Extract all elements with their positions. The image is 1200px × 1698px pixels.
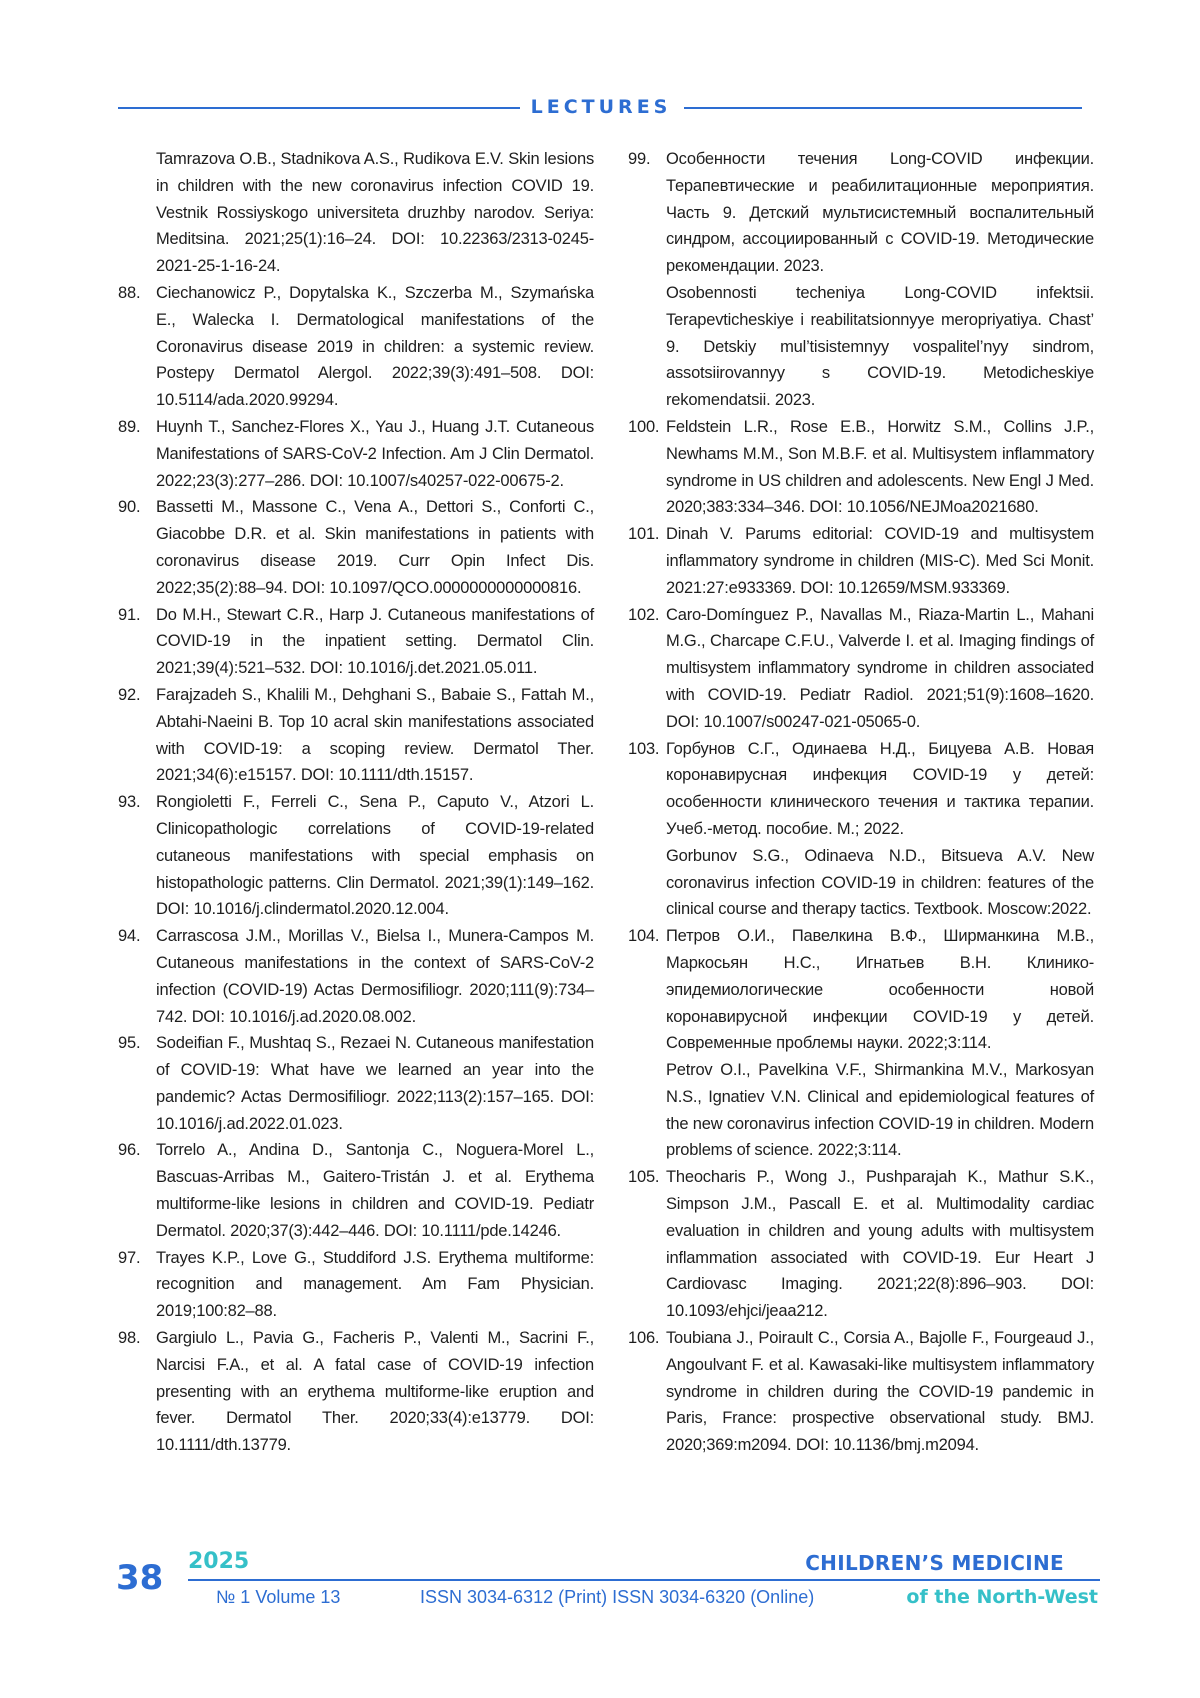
reference-number: 91.: [118, 605, 141, 624]
reference-item: [628, 414, 1094, 521]
reference-number: 93.: [118, 793, 141, 812]
references-right-column: [628, 146, 1094, 1459]
header-rule-right: [684, 107, 1082, 109]
issue-volume: № 1 Volume 13: [216, 1587, 341, 1607]
reference-text: Tamrazova O.B., Stadnikova A.S., Rudikova E.V. Skin lesions in children with the new coronavirus infection COVID 19. Vestnik Rossiyskogo universiteta druzhby narodov. Seriya: Meditsina. 2021;25(1):16–24. DOI: 10.22363/2313-0245-2021-25-1-16-24.: [156, 150, 594, 276]
reference-number: 99.: [628, 150, 651, 168]
journal-subtitle: of the North-West: [906, 1586, 1098, 1608]
references-left-column: [118, 146, 594, 1459]
reference-number: 106.: [628, 1329, 660, 1348]
reference-text: Theocharis P., Wong J., Pushparajah K., Mathur S.K., Simpson J.M., Pascall E. et al. Multimodality cardiac evaluation in children and young adults with multisystem inflammation associated with COVID-19. Eur Heart J Cardiovasc Imaging. 2021;22(8):896–903. DOI: 10.1093/ehjci/jeaa212.: [666, 1168, 1094, 1321]
reference-item: [118, 414, 594, 494]
reference-text: Горбунов С.Г., Одинаева Н.Д., Бицуева А.В. Новая коронавирусная инфекция COVID-19 у детей: особенности клинического течения и тактика терапии. Учеб.-метод. пособие. М.; 2022.: [666, 739, 1094, 838]
reference-text: Trayes K.P., Love G., Studdiford J.S. Erythema multiforme: recognition and management. Am Fam Physician. 2019;100:82–88.: [156, 1248, 594, 1321]
reference-item: [118, 280, 594, 414]
reference-number: 94.: [118, 927, 141, 946]
issn-line: ISSN 3034-6312 (Print) ISSN 3034-6320 (Online): [420, 1587, 815, 1607]
reference-item: [118, 789, 594, 923]
reference-item: [628, 146, 1094, 414]
reference-number: 88.: [118, 283, 141, 302]
reference-text: Feldstein L.R., Rose E.B., Horwitz S.M., Collins J.P., Newhams M.M., Son M.B.F. et al. Multisystem inflammatory syndrome in US children and adolescents. New Engl J Med. 2020;383:334–346. DOI: 10.1056/NEJMoa2021680.: [666, 417, 1094, 517]
reference-transliteration: Osobennosti techeniya Long-COVID infektsii. Terapevticheskiye i reabilitatsionnyye meropriyatiya. Chast’ 9. Detskiy mul’tisistemnyy vospalitel’nyy sindrom, assotsiirovannyy s COVID-19. Metodicheskiye rekomendatsii. 2023.: [666, 283, 1094, 410]
reference-number: 105.: [628, 1168, 660, 1187]
reference-item: [118, 1325, 594, 1459]
reference-text: Torrelo A., Andina D., Santonja C., Noguera-Morel L., Bascuas-Arribas M., Gaitero-Tristán J. et al. Erythema multiforme-like lesions in children and COVID-19. Pediatr Dermatol. 2020;37(3):442–446. DOI: 10.1111/pde.14246.: [156, 1141, 594, 1240]
reference-number: 90.: [118, 498, 141, 517]
reference-text: Carrascosa J.M., Morillas V., Bielsa I., Munera-Campos M. Cutaneous manifestations in the context of SARS-CoV-2 infection (COVID-19) Actas Dermosifiliogr. 2020;111(9):734–742. DOI: 10.1016/j.ad.2020.08.002.: [156, 927, 594, 1026]
reference-item: [118, 682, 594, 789]
reference-number: 95.: [118, 1034, 141, 1053]
footer-rule: [188, 1579, 1100, 1581]
reference-text: Bassetti M., Massone C., Vena A., Dettori S., Conforti C., Giacobbe D.R. et al. Skin manifestations in patients with coronavirus disease 2019. Curr Opin Infect Dis. 2022;35(2):88–94. DOI: 10.1097/QCO.0000000000000816.: [156, 498, 594, 597]
reference-item: [628, 736, 1094, 924]
reference-text: Gargiulo L., Pavia G., Facheris P., Valenti M., Sacrini F., Narcisi F.A., et al. A fatal case of COVID-19 infection presenting with an erythema multiforme-like eruption and fever. Dermatol Ther. 2020;33(4):e13779. DOI: 10.1111/dth.13779.: [156, 1329, 594, 1455]
reference-transliteration: Petrov O.I., Pavelkina V.F., Shirmankina M.V., Markosyan N.S., Ignatiev V.N. Clinical and epidemiological features of the new coronavirus infection COVID-19 in children. Modern problems of science. 2022;3:114.: [666, 1061, 1094, 1160]
reference-number: 104.: [628, 927, 660, 946]
reference-text: Dinah V. Parums editorial: COVID-19 and multisystem inflammatory syndrome in children (MIS-C). Med Sci Monit. 2021:27:e933369. DOI: 10.12659/MSM.933369.: [666, 525, 1094, 597]
reference-item: [628, 521, 1094, 601]
reference-number: 97.: [118, 1248, 141, 1267]
reference-number: 92.: [118, 685, 141, 704]
reference-transliteration: Gorbunov S.G., Odinaeva N.D., Bitsueva A.V. New coronavirus infection COVID-19 in children: features of the clinical course and therapy tactics. Textbook. Moscow:2022.: [666, 846, 1094, 919]
reference-text: Caro-Domínguez P., Navallas M., Riaza-Martin L., Mahani M.G., Charcape C.F.U., Valverde I. et al. Imaging findings of multisystem inflammatory syndrome in children associated with COVID-19. Pediatr Radiol. 2021;51(9):1608–1620. DOI: 10.1007/s00247-021-05065-0.: [666, 605, 1094, 731]
reference-text: Farajzadeh S., Khalili M., Dehghani S., Babaie S., Fattah M., Abtahi-Naeini B. Top 10 acral skin manifestations associated with COVID-19: a scoping review. Dermatol Ther. 2021;34(6):e15157. DOI: 10.1111/dth.15157.: [156, 685, 594, 785]
reference-number: 101.: [628, 525, 660, 544]
section-title: LECTURES: [530, 96, 672, 118]
reference-item: [628, 602, 1094, 736]
reference-item: [118, 1245, 594, 1325]
reference-item: [628, 1164, 1094, 1325]
reference-item: [118, 602, 594, 682]
reference-text: Sodeifian F., Mushtaq S., Rezaei N. Cutaneous manifestation of COVID-19: What have we learned an year into the pandemic? Actas Dermosifiliogr. 2022;113(2):157–165. DOI: 10.1016/j.ad.2022.01.023.: [156, 1034, 594, 1133]
reference-text: Петров О.И., Павелкина В.Ф., Ширманкина М.В., Маркосьян Н.С., Игнатьев В.Н. Клинико-эпидемиологические особенности новой коронавирусной инфекции COVID-19 у детей. Современные проблемы науки. 2022;3:114.: [666, 927, 1094, 1053]
reference-item: [628, 1325, 1094, 1459]
reference-text: Toubiana J., Poirault C., Corsia A., Bajolle F., Fourgeaud J., Angoulvant F. et al. Kawasaki-like multisystem inflammatory syndrome in children during the COVID-19 pandemic in Paris, France: prospective observational study. BMJ. 2020;369:m2094. DOI: 10.1136/bmj.m2094.: [666, 1329, 1094, 1455]
reference-text: Ciechanowicz P., Dopytalska K., Szczerba M., Szymańska E., Walecka I. Dermatological manifestations of the Coronavirus disease 2019 in children: a systemic review. Postepy Dermatol Alergol. 2022;39(3):491–508. DOI: 10.5114/ada.2020.99294.: [156, 283, 594, 410]
reference-number: 89.: [118, 417, 141, 436]
reference-text: Huynh T., Sanchez-Flores X., Yau J., Huang J.T. Cutaneous Manifestations of SARS-CoV-2 Infection. Am J Clin Dermatol. 2022;23(3):277–286. DOI: 10.1007/s40257-022-00675-2.: [156, 417, 594, 490]
reference-number: 96.: [118, 1141, 141, 1160]
reference-item: [628, 923, 1094, 1164]
reference-item: [118, 1137, 594, 1244]
reference-number: 98.: [118, 1329, 141, 1348]
reference-item: [118, 146, 594, 280]
reference-text: Rongioletti F., Ferreli C., Sena P., Caputo V., Atzori L. Clinicopathologic correlations of COVID-19-related cutaneous manifestations with special emphasis on histopathologic patterns. Clin Dermatol. 2021;39(1):149–162. DOI: 10.1016/j.clindermatol.2020.12.004.: [156, 793, 594, 919]
page-number: 38: [116, 1558, 164, 1598]
reference-text: Особенности течения Long-COVID инфекции. Терапевтические и реабилитационные мероприятия. Часть 9. Детский мультисистемный воспалительный синдром, ассоциированный с COVID-19. Методические рекомендации. 2023.: [666, 150, 1094, 276]
reference-item: [118, 923, 594, 1030]
reference-text: Do M.H., Stewart C.R., Harp J. Cutaneous manifestations of COVID-19 in the inpatient setting. Dermatol Clin. 2021;39(4):521–532. DOI: 10.1016/j.det.2021.05.011.: [156, 605, 594, 678]
journal-title: CHILDREN’S MEDICINE: [805, 1551, 1064, 1575]
header-rule-left: [118, 107, 520, 109]
reference-item: [118, 1030, 594, 1137]
issue-year: 2025: [188, 1549, 250, 1574]
reference-item: [118, 494, 594, 601]
reference-number: 102.: [628, 605, 660, 624]
reference-number: 103.: [628, 739, 660, 758]
reference-number: 100.: [628, 417, 660, 436]
